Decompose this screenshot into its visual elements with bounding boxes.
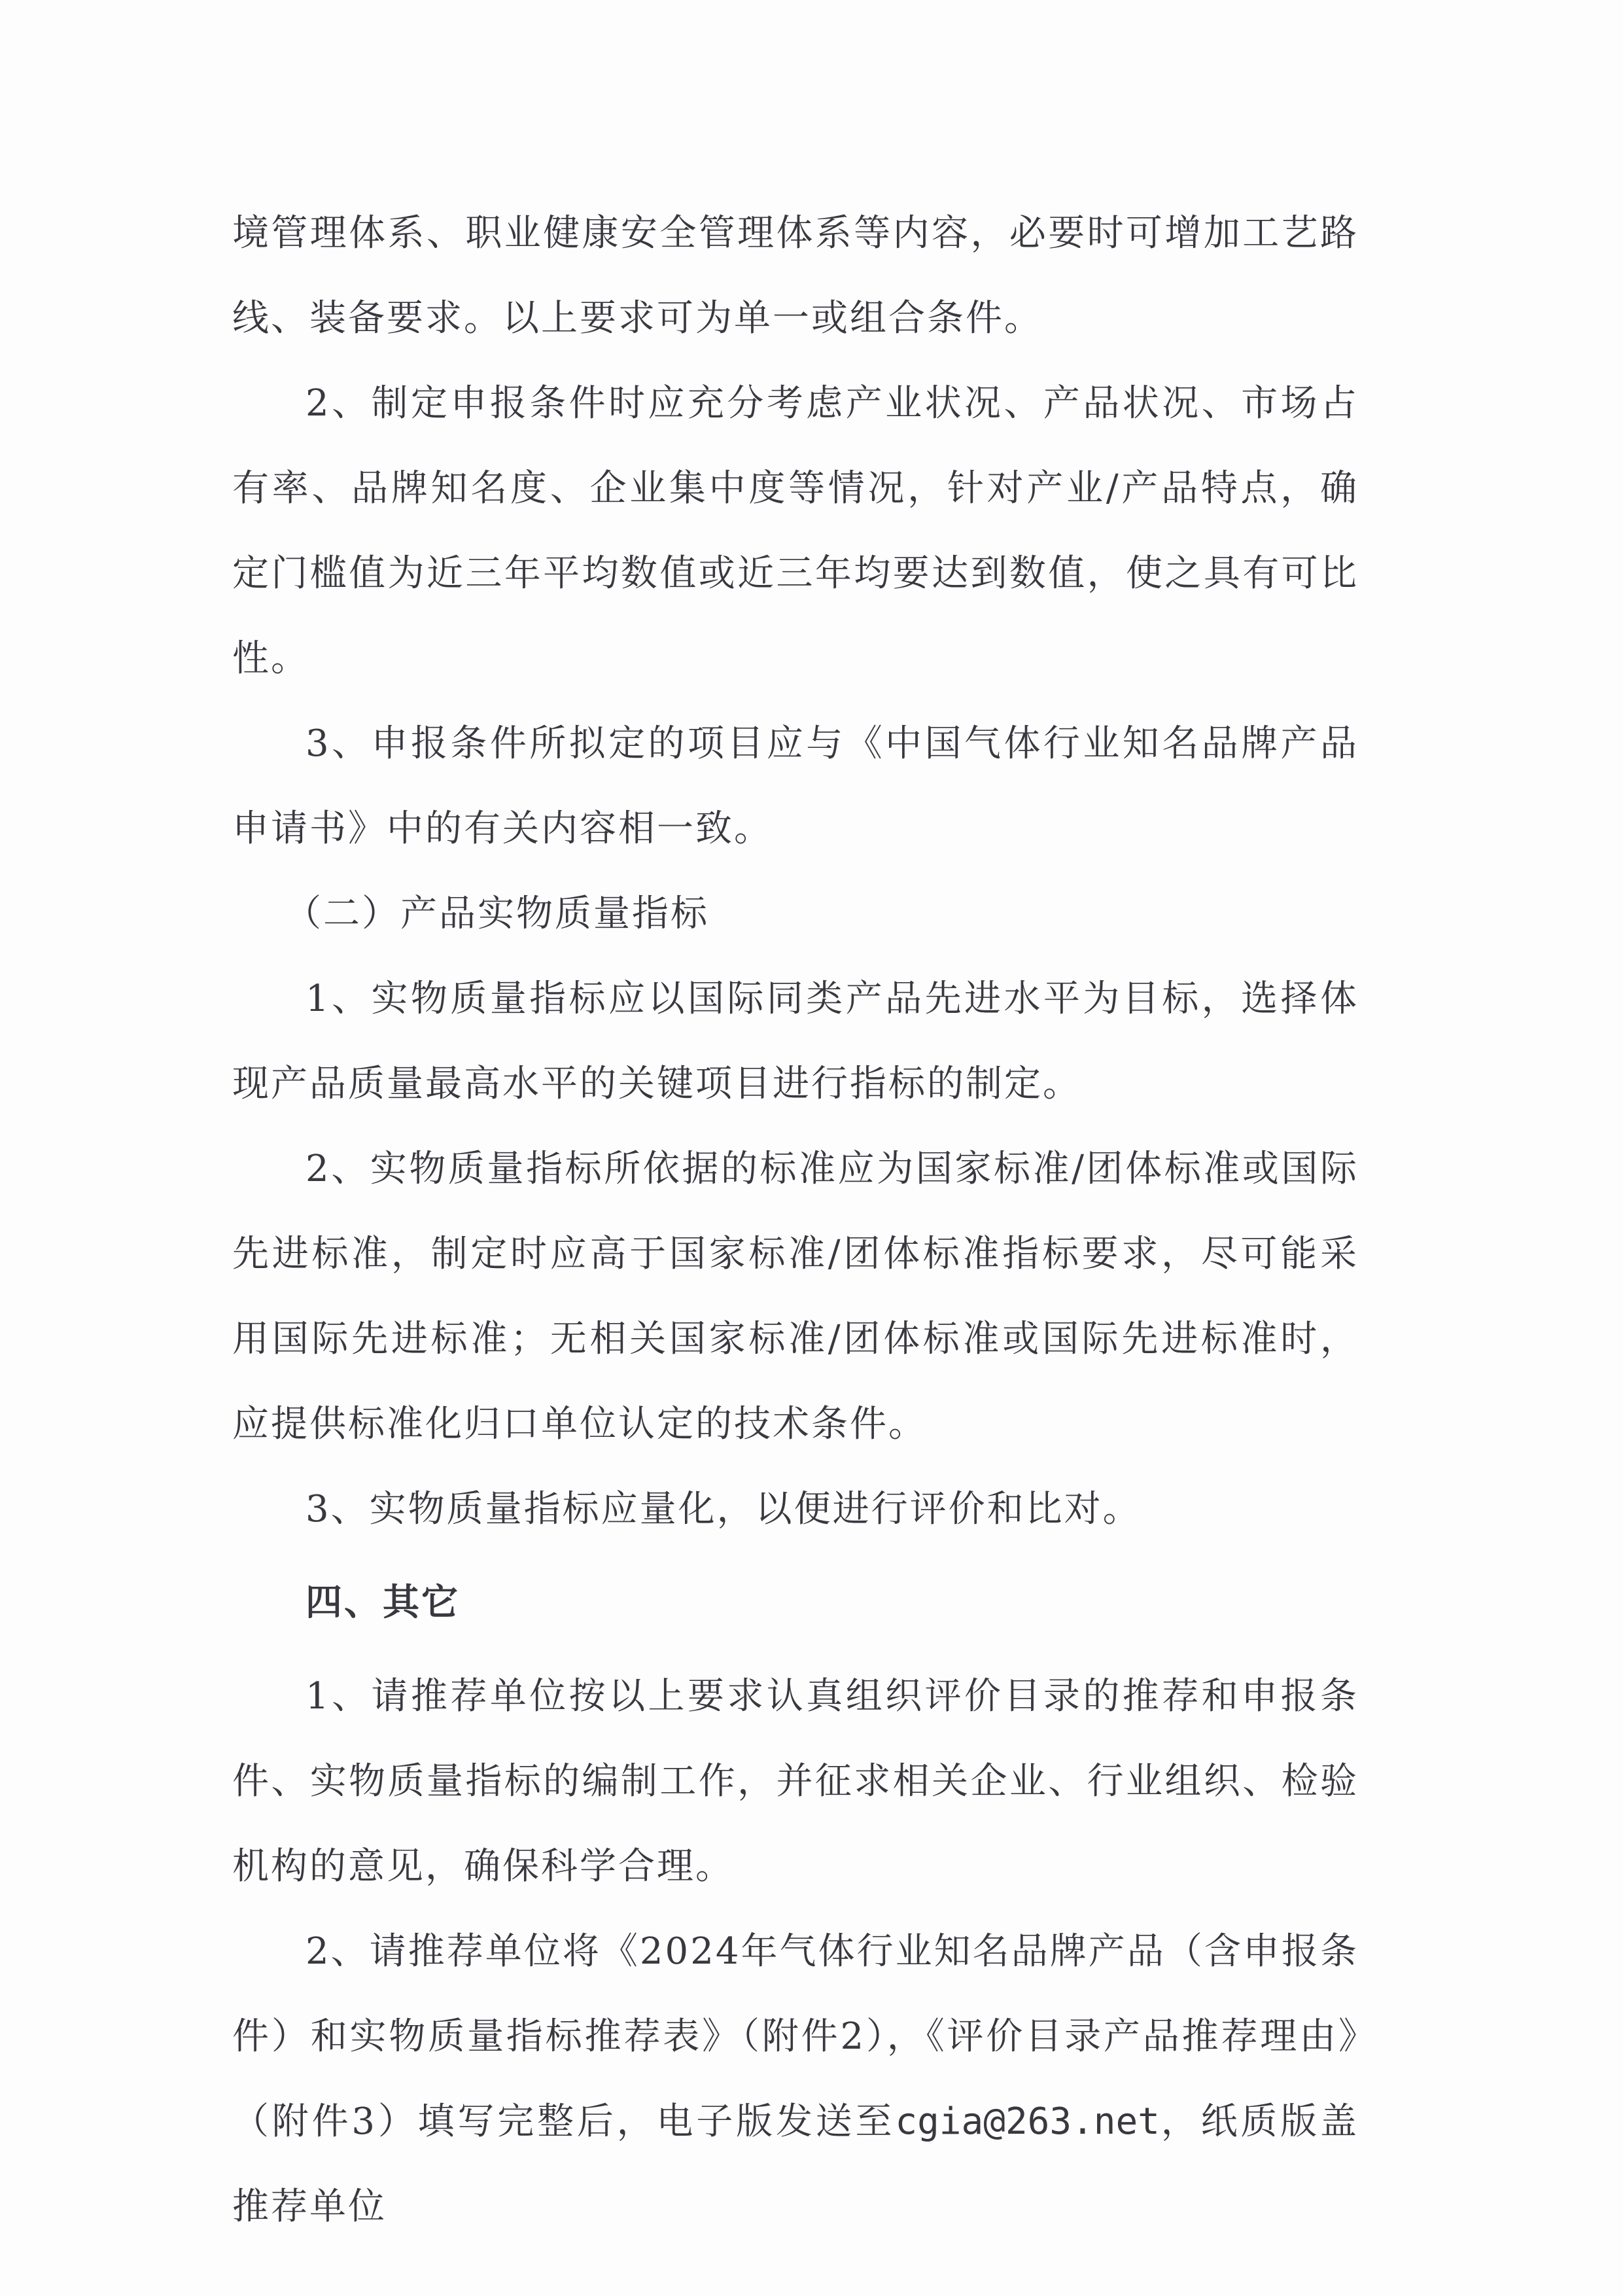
document-body [232, 191, 1359, 2250]
paragraph-item-3-consistency: 3、申报条件所拟定的项目应与《中国气体行业知名品牌产品申请书》中的有关内容相一致。 [232, 722, 1359, 850]
section-heading-other: 四、其它 [305, 1581, 460, 1624]
paragraph-quality-item-3: 3、实物质量指标应量化，以便进行评价和比对。 [305, 1488, 1142, 1530]
email-address[interactable]: cgia@263.net [895, 2100, 1160, 2143]
paragraph-other-item-2 [232, 1909, 1359, 2250]
paragraph-continuation: 境管理体系、职业健康安全管理体系等内容，必要时可增加工艺路线、装备要求。以上要求可为单一或组合条件。 [232, 212, 1359, 340]
paragraph-item-2-application-conditions: 2、制定申报条件时应充分考虑产业状况、产品状况、市场占有率、品牌知名度、企业集中度等情况，针对产业/产品特点，确定门槛值为近三年平均数值或近三年均要达到数值，使之具有可比性。 [232, 382, 1359, 680]
paragraph-other-item-1: 1、请推荐单位按以上要求认真组织评价目录的推荐和申报条件、实物质量指标的编制工作，并征求相关企业、行业组织、检验机构的意见，确保科学合理。 [232, 1675, 1359, 1888]
paragraph-text-after-email: ，纸质版盖推荐单位 [232, 2100, 1359, 2228]
paragraph-quality-item-1: 1、实物质量指标应以国际同类产品先进水平为目标，选择体现产品质量最高水平的关键项目进行指标的制定。 [232, 978, 1359, 1105]
paragraph-text-before-email: 2、请推荐单位将《2024年气体行业知名品牌产品（含申报条件）和实物质量指标推荐表》（附件2），《评价目录产品推荐理由》（附件3）填写完整后，电子版发送至 [232, 1930, 1359, 2143]
paragraph-quality-item-2: 2、实物质量指标所依据的标准应为国家标准/团体标准或国际先进标准，制定时应高于国家标准/团体标准指标要求，尽可能采用国际先进标准；无相关国家标准/团体标准或国际先进标准时，应提供标准化归口单位认定的技术条件。 [232, 1148, 1359, 1445]
section-subheading-quality-indicators: （二）产品实物质量指标 [285, 892, 709, 935]
